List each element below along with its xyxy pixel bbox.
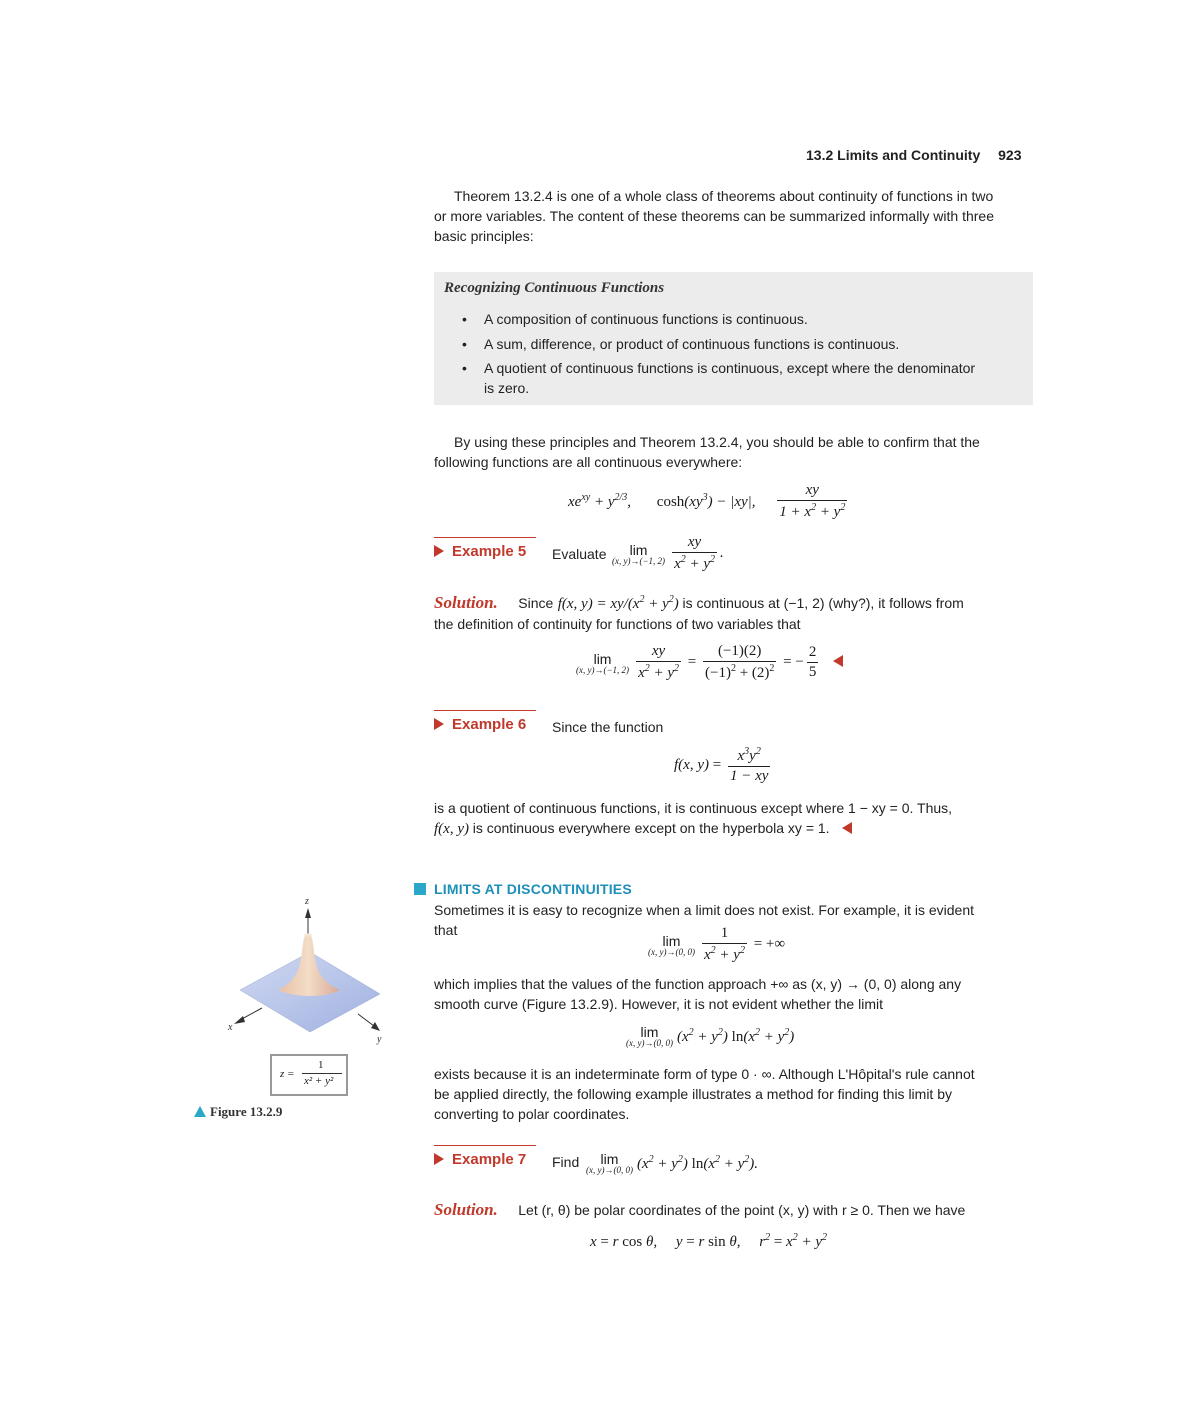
bullet-3-cont: is zero. xyxy=(484,380,530,396)
example-6-text-2-row: f(x, y) is continuous everywhere except on the hyperbola xy = 1. xyxy=(434,818,852,838)
axis-label-x: x xyxy=(228,1022,233,1033)
example-triangle-icon xyxy=(434,718,444,730)
section-heading: LIMITS AT DISCONTINUITIES xyxy=(434,881,632,897)
example-6-heading xyxy=(434,716,526,734)
example-7-solution: Solution. Let (r, θ) be polar coordinates of the point (x, y) with r ≥ 0. Then we have xyxy=(434,1200,966,1219)
surface-plot xyxy=(200,890,420,1050)
bullet-1: • A composition of continuous functions is continuous. xyxy=(462,311,808,327)
bullet-2: • A sum, difference, or product of continuous functions is continuous. xyxy=(462,336,900,352)
section-text-3: which implies that the values of the function approach +∞ as (x, y) → (0, 0) along any xyxy=(434,976,962,992)
example-5-rule xyxy=(434,537,536,538)
example-triangle-icon xyxy=(434,1153,444,1165)
axis-label-y: y xyxy=(377,1034,382,1045)
box-title: Recognizing Continuous Functions xyxy=(444,280,665,296)
figure-triangle-icon xyxy=(194,1106,206,1117)
section-title: 13.2 Limits and Continuity xyxy=(806,147,981,163)
running-head xyxy=(806,147,1022,163)
example-5-solution-line-2: the definition of continuity for functions of two variables that xyxy=(434,616,801,632)
example-7-label: Example 7 xyxy=(452,1151,527,1168)
principles-box xyxy=(434,272,1033,405)
example-6-function: f(x, y) = $\frac{x^3y^2}{1 - xy}$ xyxy=(674,746,769,784)
end-of-example-icon xyxy=(833,655,843,667)
solution-label: Solution. xyxy=(434,1200,498,1219)
example-6-rule xyxy=(434,710,536,711)
example-7-prompt: Find xyxy=(552,1154,580,1170)
function-definition: f(x, $y) = xy/(x^2 + y^2)$ xyxy=(557,594,683,612)
formula-num: 1 xyxy=(318,1059,324,1071)
example-5-result: lim (x, y)→(−1, 2) $\frac{xy}{x^2 + y^2}$ = $\frac{(-1)(2)}{(-1)^2 + (2)^2}$ = − $\frac{2}{5}$ xyxy=(576,643,843,682)
example-7-limit: lim (x, y)→(0, 0) $(x^2 + y^2) \ln(x^2 + y^2)$. xyxy=(586,1151,759,1175)
section-text-5: exists because it is an indeterminate form of type 0 · ∞. Although L'Hôpital's rule cannot xyxy=(434,1066,975,1082)
bullet-dot-icon: • xyxy=(462,360,467,376)
example-6-text-2: is continuous everywhere except on the hyperbola xy = 1. xyxy=(472,820,830,836)
figure-13-2-9 xyxy=(200,890,420,1130)
intro-line-3: basic principles: xyxy=(434,228,534,244)
example-5-solution: Solution. Since f(x, $y) = xy/(x^2 + y^2)$ is continuous at (−1, 2) (why?), it follows from xyxy=(434,593,964,612)
section-text-6: be applied directly, the following example illustrates a method for finding this limit by xyxy=(434,1086,952,1102)
example-7-rule xyxy=(434,1145,536,1146)
limit-infinity: lim (x, y)→(0, 0) $\frac{1}{x^2 + y^2}$ = +∞ xyxy=(648,925,786,963)
polar-relations: x = r cos θ, y = r sin θ, $r^2 = x^2 + y^2$ xyxy=(590,1232,827,1250)
formula-bar xyxy=(302,1073,342,1074)
example-6-label: Example 6 xyxy=(452,716,527,733)
intro-line-2: or more variables. The content of these theorems can be summarized informally with three xyxy=(434,208,994,224)
intro-paragraph xyxy=(434,186,1034,246)
figure-caption: Figure 13.2.9 xyxy=(194,1104,282,1120)
example-5-label: Example 5 xyxy=(452,543,527,560)
intro-line-1: Theorem 13.2.4 is one of a whole class of theorems about continuity of functions in two xyxy=(454,188,994,204)
bullet-3: • A quotient of continuous functions is continuous, except where the denominator xyxy=(462,360,976,376)
example-5-heading xyxy=(434,543,526,561)
after-box-paragraph xyxy=(434,432,1034,472)
section-text-1: Sometimes it is easy to recognize when a limit does not exist. For example, it is evident xyxy=(434,902,975,918)
limit-log-expression: lim (x, y)→(0, 0) $(x^2 + y^2) \ln(x^2 + y^2)$ xyxy=(626,1024,795,1048)
section-text-7: converting to polar coordinates. xyxy=(434,1106,630,1122)
bullet-dot-icon: • xyxy=(462,336,467,352)
figure-formula-box xyxy=(270,1054,348,1096)
bullet-dot-icon: • xyxy=(462,311,467,327)
formula-lhs: z = xyxy=(280,1068,295,1080)
formula-den: x² + y² xyxy=(304,1075,334,1087)
solution-label: Solution. xyxy=(434,593,498,612)
section-text-2: that xyxy=(434,922,458,938)
example-5-prompt: Evaluate xyxy=(552,546,607,562)
continuous-functions-display: $xe^{xy} + y^{2/3}$, $\cosh(xy^3) - |xy|$, $\frac{xy}{1 + x^2 + y^2}$ xyxy=(568,482,846,520)
example-7-heading xyxy=(434,1151,526,1169)
example-6-text-1: is a quotient of continuous functions, it is continuous except where 1 − xy = 0. Thus, xyxy=(434,800,953,816)
end-of-example-icon xyxy=(842,822,852,834)
example-triangle-icon xyxy=(434,545,444,557)
after-box-line-1: By using these principles and Theorem 13.2.4, you should be able to confirm that the xyxy=(454,434,980,450)
example-6-prompt: Since the function xyxy=(552,719,664,735)
example-5-limit: lim (x, y)→(−1, 2) $\frac{xy}{x^2 + y^2}$ . xyxy=(612,534,724,572)
after-box-line-2: following functions are all continuous everywhere: xyxy=(434,454,743,470)
axis-label-z: z xyxy=(305,896,309,907)
page-number: 923 xyxy=(998,147,1022,163)
section-text-4: smooth curve (Figure 13.2.9). However, it is not evident whether the limit xyxy=(434,996,883,1012)
